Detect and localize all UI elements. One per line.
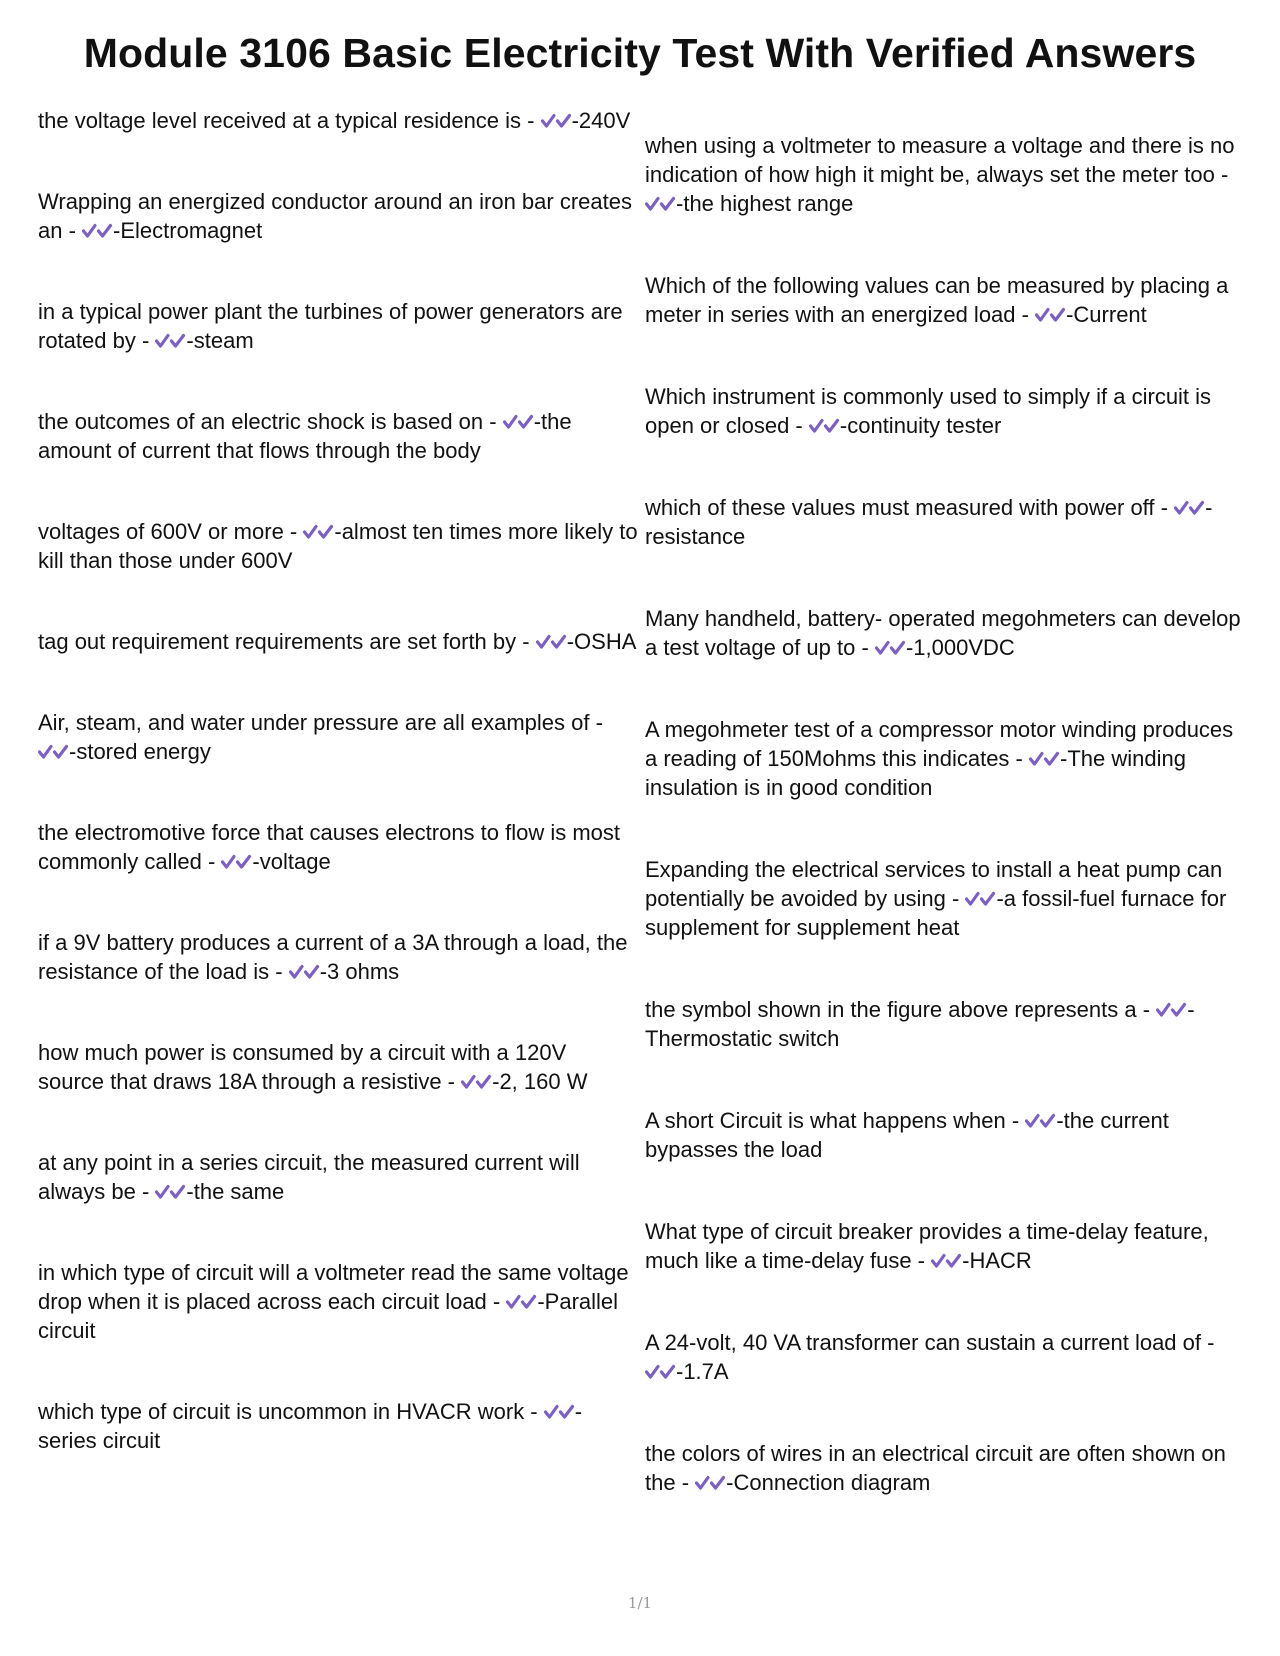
qa-item: [645, 493, 1245, 551]
question-text: Many handheld, battery- operated megohmeters can develop a test voltage of up to -: [645, 606, 1241, 660]
answer-text: -Electromagnet: [113, 218, 263, 243]
question-text: A short Circuit is what happens when -: [645, 1108, 1020, 1133]
answer-text: -240V: [571, 108, 631, 133]
double-check-icon: [931, 1250, 962, 1272]
answer-text: -stored energy: [69, 739, 211, 764]
double-check-icon: [965, 888, 996, 910]
double-check-icon: [503, 411, 534, 433]
qa-item: [38, 517, 638, 575]
question-text: What type of circuit breaker provides a time-delay feature, much like a time-delay fuse -: [645, 1219, 1209, 1273]
question-text: Air, steam, and water under pressure are all examples of -: [38, 710, 603, 735]
qa-item: [38, 106, 638, 135]
double-check-icon: [155, 1181, 186, 1203]
qa-item: [38, 1258, 638, 1345]
double-check-icon: [303, 521, 334, 543]
answer-text: -Thermostatic switch: [645, 997, 1195, 1051]
double-check-icon: [645, 1361, 676, 1383]
answer-text: -HACR: [962, 1248, 1032, 1273]
answer-text: -2, 160 W: [492, 1069, 588, 1094]
answer-text: -voltage: [252, 849, 331, 874]
answer-text: -the amount of current that flows through the body: [38, 409, 572, 463]
qa-item: [645, 855, 1245, 942]
qa-item: [645, 1328, 1245, 1386]
qa-item: [645, 382, 1245, 440]
double-check-icon: [809, 415, 840, 437]
answer-text: -Current: [1066, 302, 1147, 327]
answer-text: -Parallel circuit: [38, 1289, 619, 1343]
answer-text: -almost ten times more likely to kill than those under 600V: [38, 519, 638, 573]
qa-item: [38, 187, 638, 245]
double-check-icon: [695, 1472, 726, 1494]
qa-item: [38, 627, 638, 656]
page-title: Module 3106 Basic Electricity Test With Verified Answers: [83, 30, 1197, 76]
answer-text: -continuity tester: [839, 413, 1002, 438]
double-check-icon: [155, 330, 186, 352]
qa-item: [38, 818, 638, 876]
right-column: [645, 131, 1245, 1550]
question-text: voltages of 600V or more -: [38, 519, 298, 544]
qa-item: [645, 1106, 1245, 1164]
double-check-icon: [536, 631, 567, 653]
double-check-icon: [506, 1291, 537, 1313]
answer-text: -the same: [186, 1179, 285, 1204]
qa-item: [38, 708, 638, 766]
question-text: at any point in a series circuit, the measured current will always be -: [38, 1150, 580, 1204]
qa-item: [38, 1148, 638, 1206]
question-text: the symbol shown in the figure above represents a -: [645, 997, 1151, 1022]
double-check-icon: [38, 741, 69, 763]
qa-item: [38, 407, 638, 465]
qa-item: [38, 928, 638, 986]
answer-text: -series circuit: [38, 1399, 583, 1453]
question-text: Expanding the electrical services to install a heat pump can potentially be avoided by using -: [645, 857, 1223, 911]
qa-item: [645, 604, 1245, 662]
question-text: in a typical power plant the turbines of power generators are rotated by -: [38, 299, 623, 353]
double-check-icon: [1174, 497, 1205, 519]
answer-text: -a fossil-fuel furnace for supplement for supplement heat: [645, 886, 1227, 940]
qa-item: [645, 131, 1245, 218]
double-check-icon: [82, 220, 113, 242]
answer-text: -OSHA: [566, 629, 637, 654]
double-check-icon: [1029, 748, 1060, 770]
answer-text: -resistance: [645, 495, 1213, 549]
question-text: if a 9V battery produces a current of a 3A through a load, the resistance of the load is -: [38, 930, 628, 984]
answer-text: -the current bypasses the load: [645, 1108, 1169, 1162]
answer-text: -3 ohms: [319, 959, 400, 984]
question-text: Which of the following values can be measured by placing a meter in series with an energized load -: [645, 273, 1229, 327]
answer-text: -the highest range: [676, 191, 854, 216]
question-text: the outcomes of an electric shock is based on -: [38, 409, 497, 434]
page-number: 1/1: [627, 1594, 653, 1612]
double-check-icon: [541, 110, 572, 132]
question-text: in which type of circuit will a voltmeter read the same voltage drop when it is placed across each circuit load -: [38, 1260, 629, 1314]
qa-item: [645, 1217, 1245, 1275]
qa-item: [645, 271, 1245, 329]
qa-item: [38, 1397, 638, 1455]
question-text: tag out requirement requirements are set forth by -: [38, 629, 530, 654]
qa-item: [38, 297, 638, 355]
question-text: A megohmeter test of a compressor motor winding produces a reading of 150Mohms this indicates -: [645, 717, 1234, 771]
double-check-icon: [544, 1401, 575, 1423]
double-check-icon: [875, 637, 906, 659]
qa-item: [645, 1439, 1245, 1497]
double-check-icon: [221, 851, 252, 873]
qa-item: [645, 715, 1245, 802]
double-check-icon: [289, 961, 320, 983]
answer-text: -1.7A: [676, 1359, 729, 1384]
question-text: when using a voltmeter to measure a voltage and there is no indication of how high it might be, always set the meter too -: [645, 133, 1235, 187]
question-text: the voltage level received at a typical residence is -: [38, 108, 535, 133]
question-text: how much power is consumed by a circuit with a 120V source that draws 18A through a resistive -: [38, 1040, 567, 1094]
question-text: which of these values must measured with power off -: [645, 495, 1168, 520]
double-check-icon: [645, 193, 676, 215]
question-text: Wrapping an energized conductor around an iron bar creates an -: [38, 189, 632, 243]
question-text: the electromotive force that causes electrons to flow is most commonly called -: [38, 820, 621, 874]
answer-text: -1,000VDC: [905, 635, 1015, 660]
double-check-icon: [1035, 304, 1066, 326]
qa-item: [38, 1038, 638, 1096]
question-text: the colors of wires in an electrical circuit are often shown on the -: [645, 1441, 1226, 1495]
left-column: [38, 106, 638, 1507]
question-text: Which instrument is commonly used to simply if a circuit is open or closed -: [645, 384, 1212, 438]
question-text: A 24-volt, 40 VA transformer can sustain a current load of -: [645, 1330, 1215, 1355]
answer-text: -steam: [186, 328, 254, 353]
qa-item: [645, 995, 1245, 1053]
double-check-icon: [1156, 999, 1187, 1021]
question-text: which type of circuit is uncommon in HVACR work -: [38, 1399, 538, 1424]
answer-text: -Connection diagram: [726, 1470, 931, 1495]
double-check-icon: [1025, 1110, 1056, 1132]
double-check-icon: [461, 1071, 492, 1093]
answer-text: -The winding insulation is in good condition: [645, 746, 1186, 800]
